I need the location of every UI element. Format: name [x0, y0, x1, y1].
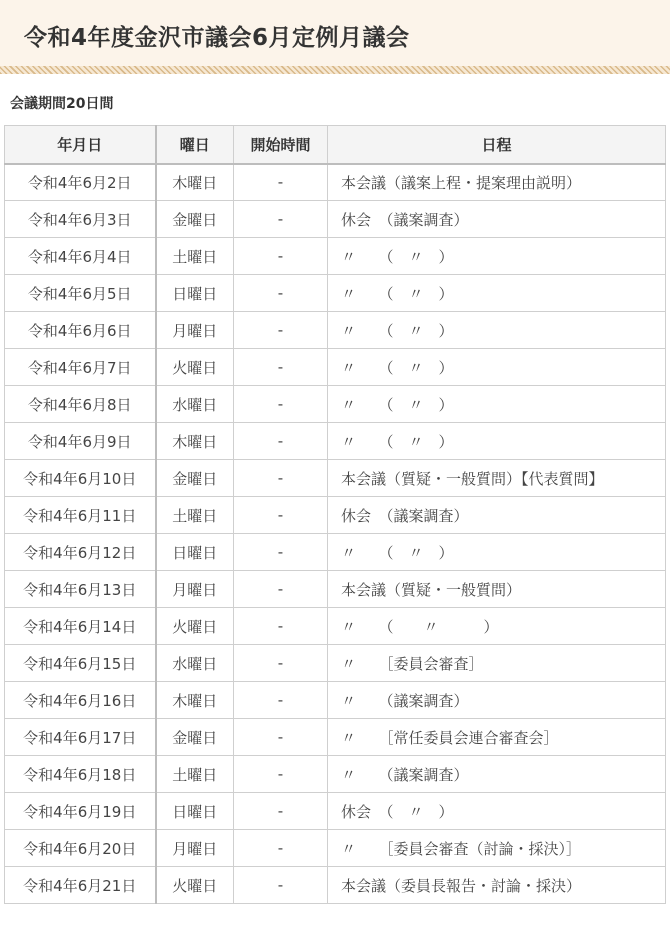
- cell-agenda: 〃 （ 〃 ）: [328, 534, 666, 571]
- table-row: [5, 571, 666, 608]
- cell-agenda: 〃 ［委員会審査］: [328, 645, 666, 682]
- cell-date: 令和4年6月11日: [5, 497, 156, 534]
- cell-date: 令和4年6月10日: [5, 460, 156, 497]
- cell-time: -: [234, 423, 328, 460]
- cell-time: -: [234, 349, 328, 386]
- table-row: [5, 201, 666, 238]
- header-divider: [0, 66, 670, 74]
- schedule-table-header: [5, 126, 666, 164]
- cell-date: 令和4年6月16日: [5, 682, 156, 719]
- cell-date: 令和4年6月17日: [5, 719, 156, 756]
- cell-time: -: [234, 275, 328, 312]
- cell-agenda: 休会 （議案調査）: [328, 497, 666, 534]
- cell-time: -: [234, 534, 328, 571]
- cell-time: -: [234, 164, 328, 201]
- cell-date: 令和4年6月6日: [5, 312, 156, 349]
- cell-day: 水曜日: [156, 386, 234, 423]
- cell-date: 令和4年6月7日: [5, 349, 156, 386]
- page-header: [0, 0, 670, 74]
- cell-day: 月曜日: [156, 312, 234, 349]
- cell-time: -: [234, 719, 328, 756]
- cell-day: 火曜日: [156, 867, 234, 904]
- cell-agenda: 〃 （ 〃 ）: [328, 386, 666, 423]
- table-row: [5, 238, 666, 275]
- cell-agenda: 休会 （議案調査）: [328, 201, 666, 238]
- cell-time: -: [234, 460, 328, 497]
- schedule-table: [4, 125, 666, 904]
- cell-date: 令和4年6月15日: [5, 645, 156, 682]
- cell-date: 令和4年6月18日: [5, 756, 156, 793]
- cell-day: 月曜日: [156, 571, 234, 608]
- cell-time: -: [234, 238, 328, 275]
- cell-agenda: 〃 （ 〃 ）: [328, 275, 666, 312]
- table-row: [5, 830, 666, 867]
- table-row: [5, 423, 666, 460]
- cell-time: -: [234, 571, 328, 608]
- schedule-table-body: [5, 164, 666, 904]
- cell-time: -: [234, 497, 328, 534]
- cell-agenda: 〃 （議案調査）: [328, 682, 666, 719]
- header-start-time: 開始時間: [234, 126, 328, 164]
- cell-day: 土曜日: [156, 238, 234, 275]
- cell-day: 日曜日: [156, 534, 234, 571]
- table-row: [5, 497, 666, 534]
- header-agenda: 日程: [328, 126, 666, 164]
- cell-day: 土曜日: [156, 497, 234, 534]
- header-row: [5, 126, 666, 164]
- page-title: 令和4年度金沢市議会6月定例月議会: [24, 25, 410, 51]
- cell-agenda: 〃 ［委員会審査（討論・採決）］: [328, 830, 666, 867]
- cell-day: 月曜日: [156, 830, 234, 867]
- cell-time: -: [234, 386, 328, 423]
- cell-date: 令和4年6月20日: [5, 830, 156, 867]
- cell-agenda: 〃 （ 〃 ）: [328, 423, 666, 460]
- cell-day: 金曜日: [156, 719, 234, 756]
- table-row: [5, 312, 666, 349]
- cell-agenda: 休会 （ 〃 ）: [328, 793, 666, 830]
- cell-agenda: 〃 ［常任委員会連合審査会］: [328, 719, 666, 756]
- cell-time: -: [234, 756, 328, 793]
- cell-day: 日曜日: [156, 793, 234, 830]
- cell-day: 土曜日: [156, 756, 234, 793]
- cell-day: 水曜日: [156, 645, 234, 682]
- cell-day: 木曜日: [156, 164, 234, 201]
- table-row: [5, 608, 666, 645]
- header-date: 年月日: [5, 126, 156, 164]
- cell-date: 令和4年6月19日: [5, 793, 156, 830]
- table-row: [5, 756, 666, 793]
- cell-agenda: 〃 （ 〃 ）: [328, 238, 666, 275]
- session-period-label: 会議期間20日間: [10, 96, 114, 112]
- cell-time: -: [234, 867, 328, 904]
- cell-agenda: 本会議（委員長報告・討論・採決）: [328, 867, 666, 904]
- table-row: [5, 719, 666, 756]
- cell-day: 金曜日: [156, 201, 234, 238]
- cell-agenda: 本会議（議案上程・提案理由説明）: [328, 164, 666, 201]
- cell-time: -: [234, 201, 328, 238]
- cell-date: 令和4年6月21日: [5, 867, 156, 904]
- cell-day: 火曜日: [156, 608, 234, 645]
- cell-date: 令和4年6月12日: [5, 534, 156, 571]
- cell-date: 令和4年6月5日: [5, 275, 156, 312]
- cell-day: 金曜日: [156, 460, 234, 497]
- table-row: [5, 867, 666, 904]
- cell-date: 令和4年6月4日: [5, 238, 156, 275]
- table-row: [5, 349, 666, 386]
- cell-date: 令和4年6月13日: [5, 571, 156, 608]
- cell-day: 木曜日: [156, 423, 234, 460]
- cell-agenda: 本会議（質疑・一般質問）: [328, 571, 666, 608]
- cell-agenda: 〃 （ 〃 ）: [328, 312, 666, 349]
- cell-day: 日曜日: [156, 275, 234, 312]
- table-row: [5, 534, 666, 571]
- table-row: [5, 460, 666, 497]
- cell-time: -: [234, 645, 328, 682]
- table-row: [5, 386, 666, 423]
- cell-time: -: [234, 830, 328, 867]
- cell-agenda: 〃 （ 〃 ）: [328, 349, 666, 386]
- cell-day: 木曜日: [156, 682, 234, 719]
- header-day-of-week: 曜日: [156, 126, 234, 164]
- cell-date: 令和4年6月8日: [5, 386, 156, 423]
- cell-agenda: 〃 （ 〃 ）: [328, 608, 666, 645]
- table-row: [5, 645, 666, 682]
- table-row: [5, 164, 666, 201]
- table-row: [5, 793, 666, 830]
- cell-time: -: [234, 312, 328, 349]
- cell-day: 火曜日: [156, 349, 234, 386]
- cell-time: -: [234, 682, 328, 719]
- cell-time: -: [234, 608, 328, 645]
- cell-agenda: 〃 （議案調査）: [328, 756, 666, 793]
- cell-date: 令和4年6月9日: [5, 423, 156, 460]
- cell-date: 令和4年6月3日: [5, 201, 156, 238]
- cell-time: -: [234, 793, 328, 830]
- cell-date: 令和4年6月2日: [5, 164, 156, 201]
- cell-agenda: 本会議（質疑・一般質問）【代表質問】: [328, 460, 666, 497]
- table-row: [5, 682, 666, 719]
- cell-date: 令和4年6月14日: [5, 608, 156, 645]
- table-row: [5, 275, 666, 312]
